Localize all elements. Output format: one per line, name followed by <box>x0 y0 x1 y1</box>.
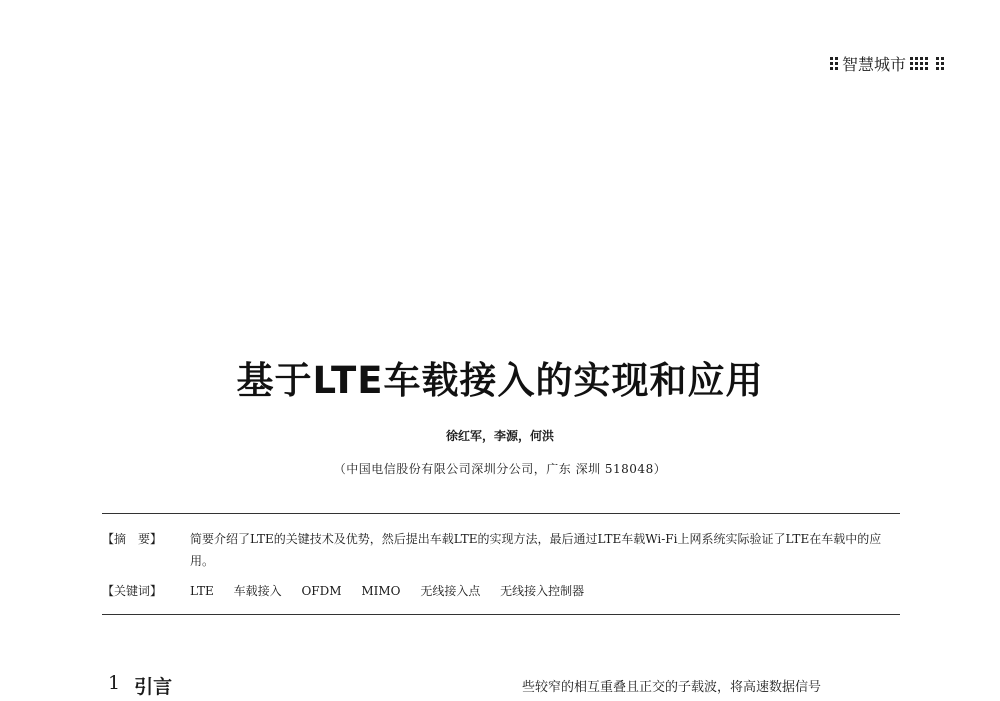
keyword: LTE <box>190 584 214 598</box>
divider-bottom <box>102 614 900 615</box>
section-tag-label: 智慧城市 <box>841 55 906 74</box>
body-text-line: 些较窄的相互重叠且正交的子载波，将高速数据信号 <box>522 680 822 695</box>
paper-affiliation: （中国电信股份有限公司深圳分公司，广东 深圳 518048） <box>333 462 667 476</box>
keywords-label: 【关键词】 <box>102 584 163 598</box>
dots-decoration-icon <box>936 57 944 70</box>
dots-decoration-icon <box>830 57 838 70</box>
abstract-label: 【摘 要】 <box>102 532 163 546</box>
keyword: 无线接入控制器 <box>500 584 585 598</box>
section-number: 1 <box>108 672 121 694</box>
section-tag <box>830 52 944 75</box>
abstract-block <box>102 528 902 572</box>
paper-title: 基于LTE车载接入的实现和应用 <box>236 359 764 402</box>
keyword: 无线接入点 <box>420 584 481 598</box>
section-title: 引言 <box>134 676 173 698</box>
keywords-list <box>190 580 902 602</box>
divider-top <box>102 513 900 514</box>
keyword: MIMO <box>361 584 401 598</box>
abstract-text: 简要介绍了LTE的关键技术及优势，然后提出车载LTE的实现方法，最后通过LTE车载Wi-Fi上网系统实际验证了LTE在车载中的应用。 <box>190 532 882 568</box>
section-heading <box>108 672 172 699</box>
paper-authors: 徐红军，李源，何洪 <box>445 429 554 443</box>
keyword: OFDM <box>301 584 342 598</box>
keyword: 车载接入 <box>233 584 282 598</box>
keywords-block <box>102 580 902 602</box>
dots-decoration-icon <box>910 57 928 70</box>
